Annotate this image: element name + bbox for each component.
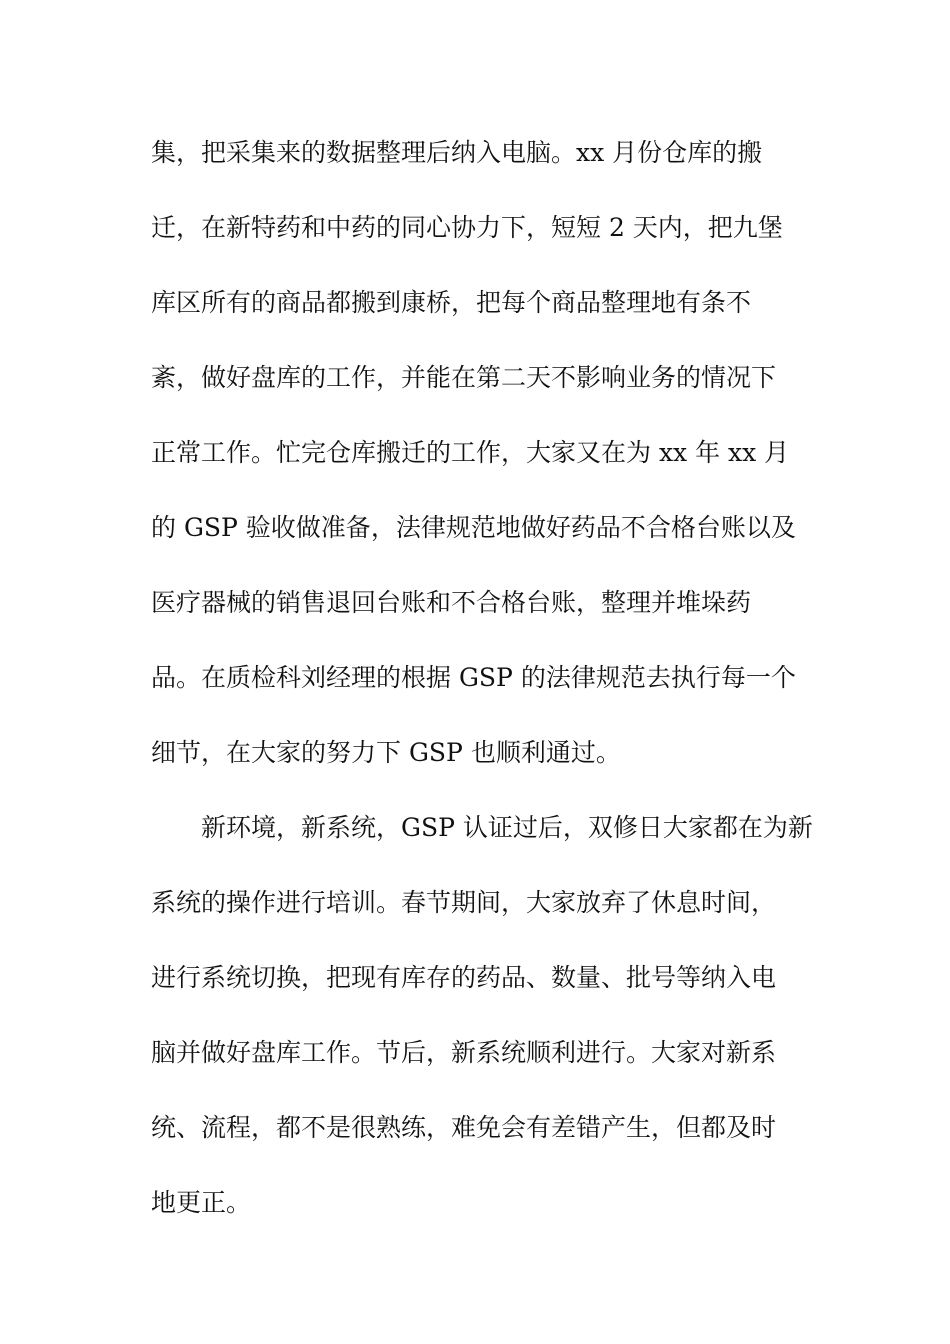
text-line: 库区所有的商品都搬到康桥，把每个商品整理地有条不 bbox=[151, 288, 752, 317]
text-line: 医疗器械的销售退回台账和不合格台账，整理并堆垛药 bbox=[151, 588, 752, 617]
text-line: 品。在质检科刘经理的根据 GSP 的法律规范去执行每一个 bbox=[151, 663, 796, 692]
text-line: 细节，在大家的努力下 GSP 也顺利通过。 bbox=[151, 738, 621, 767]
text-line: 统、流程，都不是很熟练，难免会有差错产生，但都及时 bbox=[151, 1113, 777, 1142]
text-line: 系统的操作进行培训。春节期间，大家放弃了休息时间， bbox=[151, 888, 777, 917]
text-line: 地更正。 bbox=[151, 1188, 252, 1217]
text-line: 迁，在新特药和中药的同心协力下，短短 2 天内，把九堡 bbox=[151, 213, 783, 242]
text-line: 的 GSP 验收做准备，法律规范地做好药品不合格台账以及 bbox=[151, 513, 796, 542]
body-text bbox=[151, 133, 811, 1258]
text-line: 进行系统切换，把现有库存的药品、数量、批号等纳入电 bbox=[151, 963, 777, 992]
text-line: 集，把采集来的数据整理后纳入电脑。xx 月份仓库的搬 bbox=[151, 138, 763, 167]
text-line: 紊，做好盘库的工作，并能在第二天不影响业务的情况下 bbox=[151, 363, 777, 392]
text-line-indented: 新环境，新系统，GSP 认证过后，双修日大家都在为新 bbox=[201, 813, 813, 842]
text-line: 正常工作。忙完仓库搬迁的工作，大家又在为 xx 年 xx 月 bbox=[151, 438, 790, 467]
text-line: 脑并做好盘库工作。节后，新系统顺利进行。大家对新系 bbox=[151, 1038, 777, 1067]
